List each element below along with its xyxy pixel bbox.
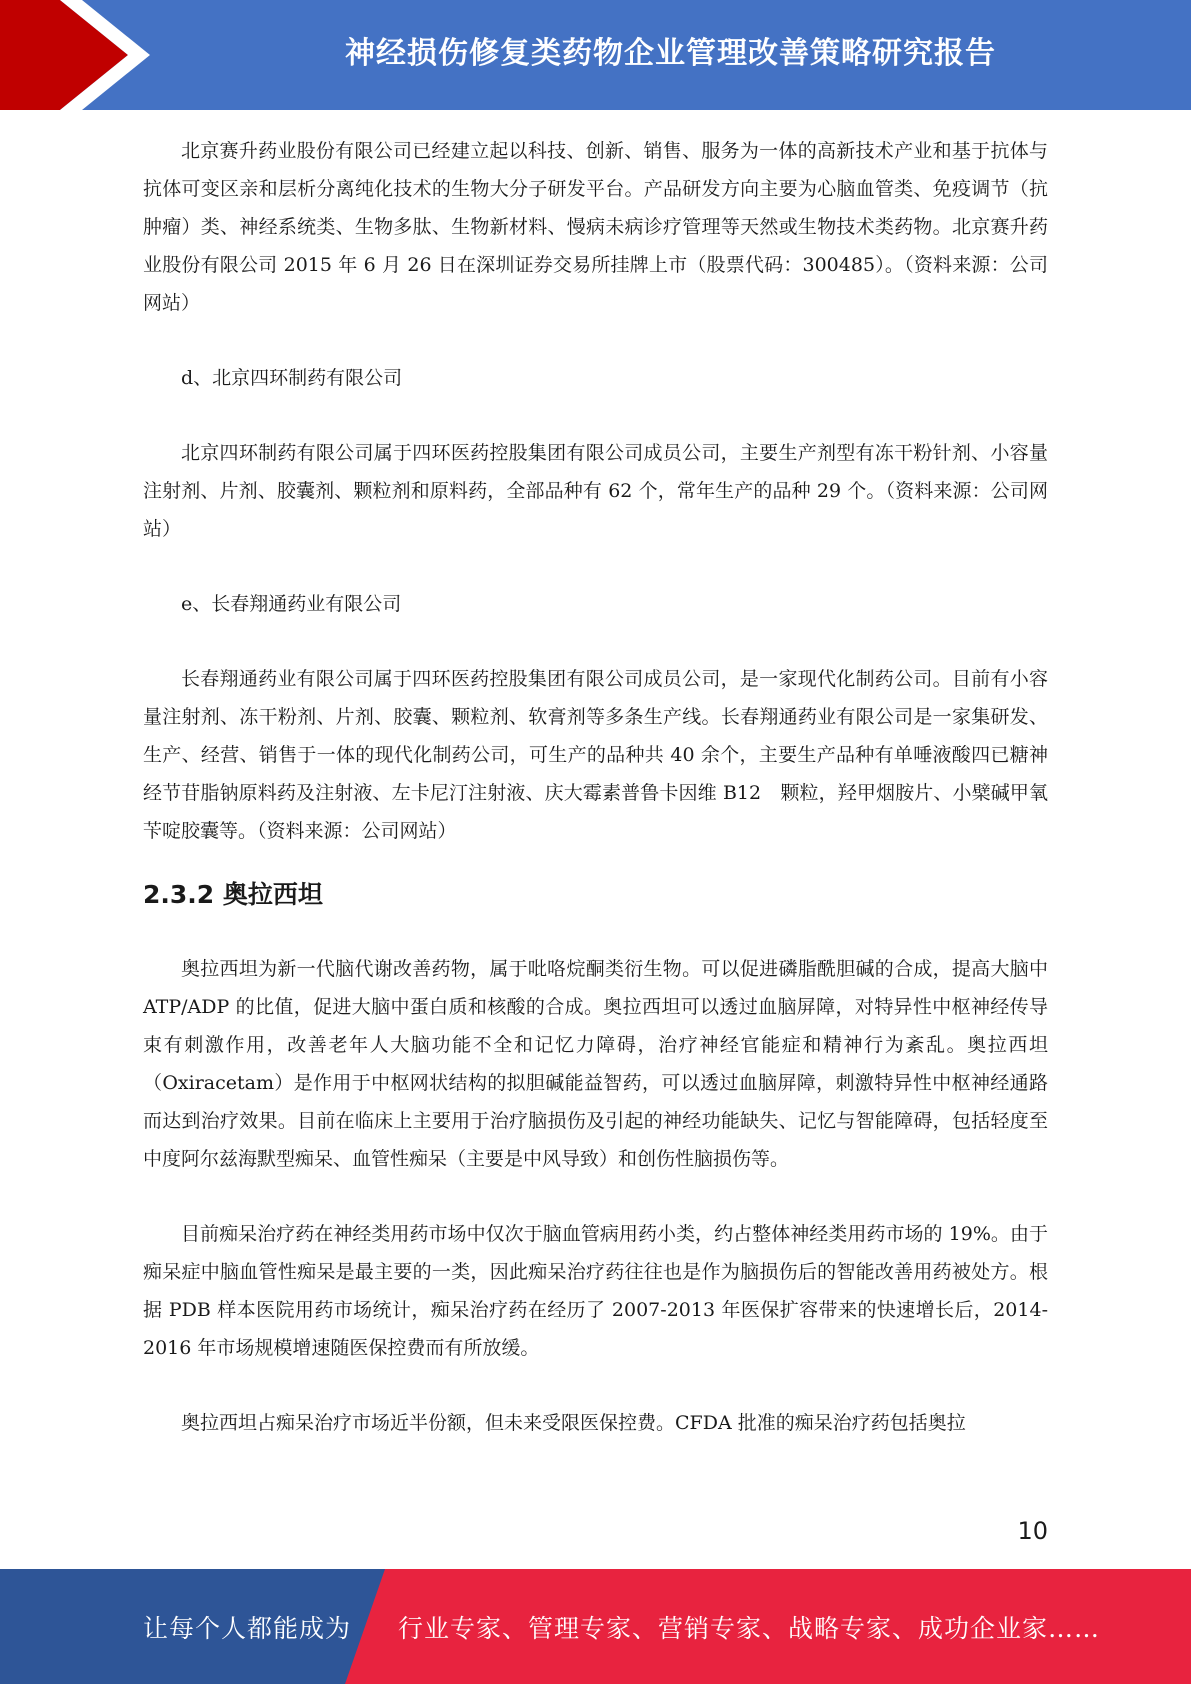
- footer-slogan-left: 让每个人都能成为: [143, 1613, 352, 1643]
- footer-slogan-right: 行业专家、管理专家、营销专家、战略专家、成功企业家……: [398, 1613, 1101, 1643]
- footer-band: [0, 1569, 1191, 1684]
- header-band: [0, 0, 1191, 110]
- list-item-e: e、长春翔通药业有限公司: [181, 593, 402, 615]
- paragraph-sihuan: 北京四环制药有限公司属于四环医药控股集团有限公司成员公司，主要生产剂型有冻干粉针剂、小容量注射剂、片剂、胶囊剂、颗粒剂和原料药，全部品种有 62 个，常年生产的品种 29 个。（资料来源：公司网站）: [143, 442, 1048, 540]
- report-title: 神经损伤修复类药物企业管理改善策略研究报告: [345, 36, 996, 71]
- list-item-d: d、北京四环制药有限公司: [181, 367, 403, 389]
- paragraph-saisheng: 北京赛升药业股份有限公司已经建立起以科技、创新、销售、服务为一体的高新技术产业和基于抗体与抗体可变区亲和层析分离纯化技术的生物大分子研发平台。产品研发方向主要为心脑血管类、免疫调节（抗肿瘤）类、神经系统类、生物多肽、生物新材料、慢病未病诊疗管理等天然或生物技术类药物。北京赛升药业股份有限公司 2015 年 6 月 26 日在深圳证券交易所挂牌上市（股票代码：300485）。（资料来源：公司网站）: [143, 140, 1048, 314]
- paragraph-dementia-market: 目前痴呆治疗药在神经类用药市场中仅次于脑血管病用药小类，约占整体神经类用药市场的 19%。由于痴呆症中脑血管性痴呆是最主要的一类，因此痴呆治疗药往往也是作为脑损伤后的智能改善用药被处方。根据 PDB 样本医院用药市场统计，痴呆治疗药在经历了 2007-2013 年医保扩容带来的快速增长后，2014-2016 年市场规模增速随医保控费而有所放缓。: [143, 1223, 1048, 1359]
- paragraph-xiangtong: 长春翔通药业有限公司属于四环医药控股集团有限公司成员公司，是一家现代化制药公司。目前有小容量注射剂、冻干粉剂、片剂、胶囊、颗粒剂、软膏剂等多条生产线。长春翔通药业有限公司是一家集研发、生产、经营、销售于一体的现代化制药公司，可生产的品种共 40 余个，主要生产品种有单唾液酸四已糖神经节苷脂钠原料药及注射液、左卡尼汀注射液、庆大霉素普鲁卡因维 B12 颗粒，羟甲烟胺片、小檗碱甲氧苄啶胶囊等。（资料来源：公司网站）: [143, 668, 1048, 842]
- page-number: 10: [1017, 1517, 1048, 1545]
- page-content: [143, 132, 1048, 1442]
- paragraph-oxiracetam-intro: 奥拉西坦为新一代脑代谢改善药物，属于吡咯烷酮类衍生物。可以促进磷脂酰胆碱的合成，提高大脑中 ATP/ADP 的比值，促进大脑中蛋白质和核酸的合成。奥拉西坦可以透过血脑屏障，对特异性中枢神经传导束有刺激作用，改善老年人大脑功能不全和记忆力障碍，治疗神经官能症和精神行为紊乱。奥拉西坦（Oxiracetam）是作用于中枢网状结构的拟胆碱能益智药，可以透过血脑屏障，刺激特异性中枢神经通路而达到治疗效果。目前在临床上主要用于治疗脑损伤及引起的神经功能缺失、记忆与智能障碍，包括轻度至中度阿尔兹海默型痴呆、血管性痴呆（主要是中风导致）和创伤性脑损伤等。: [143, 958, 1048, 1170]
- section-heading: 2.3.2 奥拉西坦: [143, 880, 323, 909]
- paragraph-oxiracetam-share: 奥拉西坦占痴呆治疗市场近半份额，但未来受限医保控费。CFDA 批准的痴呆治疗药包括奥拉: [181, 1412, 966, 1434]
